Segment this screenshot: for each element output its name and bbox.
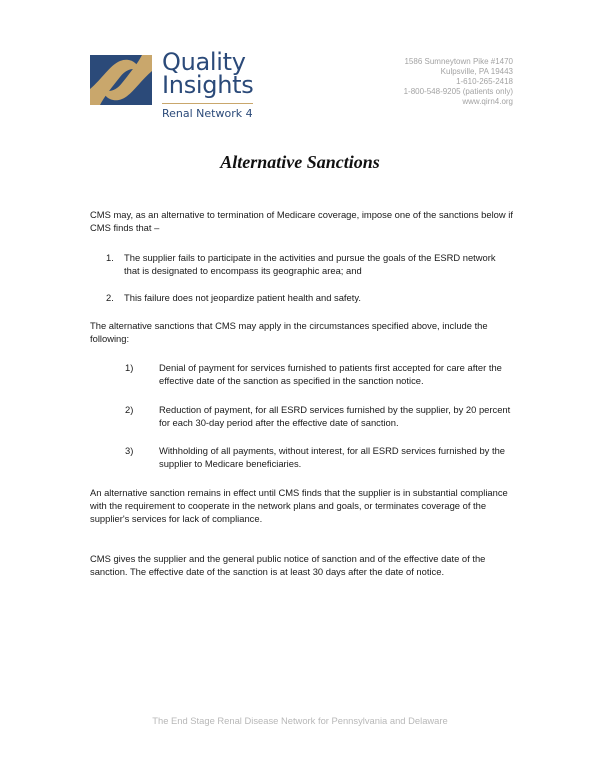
sanctions-intro-paragraph: The alternative sanctions that CMS may apply in the circumstances specified above, include the following: [90, 320, 488, 344]
logo-name-line2: Insights [162, 71, 254, 99]
sanction-number: 2) [125, 404, 134, 415]
logo-subtitle: Renal Network 4 [162, 107, 253, 120]
condition-text: The supplier fails to participate in the activities and pursue the goals of the ESRD network that is designated to encompass its geographic area; and [124, 252, 496, 276]
page-footer: The End Stage Renal Disease Network for Pennsylvania and Delaware [152, 715, 448, 726]
condition-number: 1. [106, 252, 114, 263]
sanction-text: Denial of payment for services furnished to patients first accepted for care after the effective date of the sanction as specified in the sanction notice. [159, 362, 502, 386]
sanction-text: Reduction of payment, for all ESRD services furnished by the supplier, by 20 percent for each 30-day period after the effective date of sanction. [159, 404, 511, 428]
logo-name-line1: Quality [162, 48, 246, 76]
notice-paragraph: CMS gives the supplier and the general public notice of sanction and of the effective date of the sanction. The effective date of the sanction is at least 30 days after the date of notice. [90, 553, 486, 577]
condition-text: This failure does not jeopardize patient health and safety. [124, 292, 361, 303]
sanction-number: 1) [125, 362, 134, 373]
sanction-number: 3) [125, 445, 134, 456]
contact-address-block [404, 57, 513, 107]
document-title: Alternative Sanctions [220, 152, 380, 172]
quality-insights-logo [90, 48, 270, 124]
address-city: Kulpsville, PA 19443 [440, 67, 513, 76]
intro-paragraph: CMS may, as an alternative to termination of Medicare coverage, impose one of the sanctions below if CMS finds that – [90, 209, 513, 233]
sanction-text: Withholding of all payments, without interest, for all ESRD services furnished by the supplier to Medicare beneficiaries. [159, 445, 505, 469]
effect-paragraph: An alternative sanction remains in effect until CMS finds that the supplier is in substantial compliance with the requirement to cooperate in the network plans and goals, or terminates coverage of the supplier's services for lack of compliance. [90, 487, 508, 524]
address-website: www.qirn4.org [462, 97, 513, 106]
logo-mark-icon [90, 55, 152, 105]
address-phone: 1-610-265-2418 [456, 77, 513, 86]
logo-divider [162, 103, 253, 104]
condition-number: 2. [106, 292, 114, 303]
logo-wordmark [162, 48, 254, 99]
address-street: 1586 Sumneytown Pike #1470 [404, 57, 513, 66]
address-patients-phone: 1-800-548-9205 (patients only) [403, 87, 513, 96]
